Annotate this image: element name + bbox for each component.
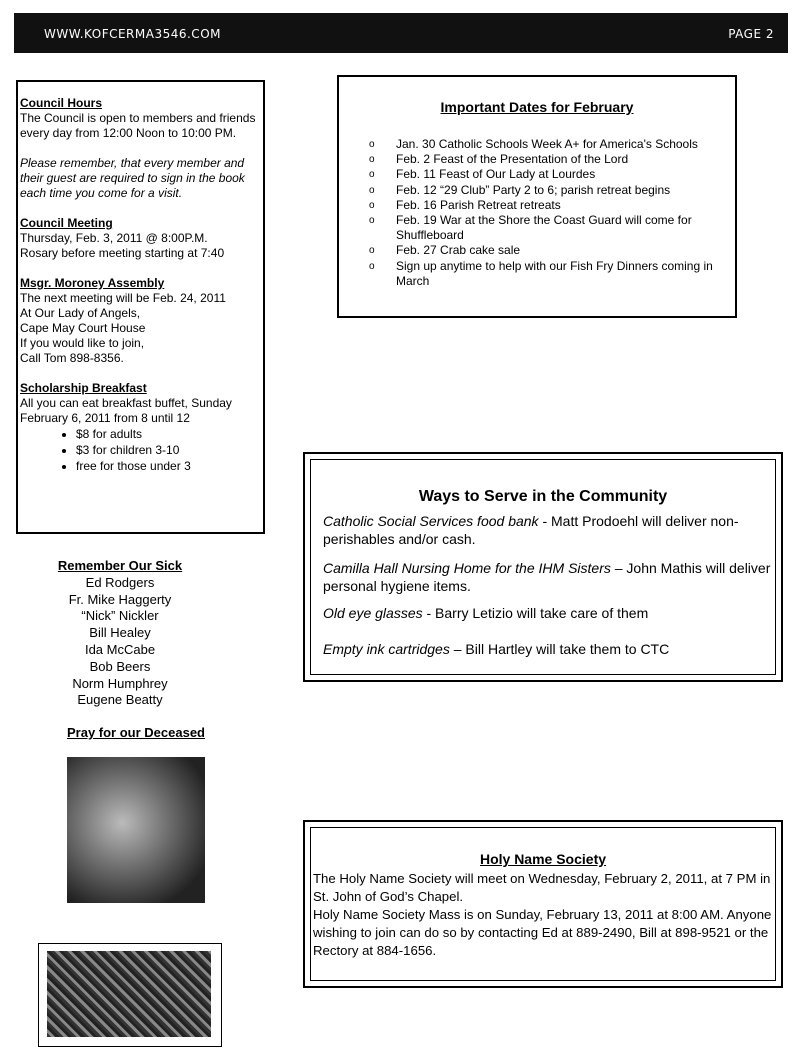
price-item: • $3 for children 3-10	[76, 442, 264, 458]
serve-item: Empty ink cartridges – Bill Hartley will take them to CTC	[323, 641, 670, 657]
remember-our-sick	[16, 558, 224, 709]
serve-item: Camilla Hall Nursing Home for the IHM Sisters – John Mathis will deliver personal hygiene items.	[323, 560, 771, 594]
date-item: o Feb. 12 “29 Club” Party 2 to 6; parish retreat begins	[369, 182, 671, 197]
serve-item: Old eye glasses - Barry Letizio will take care of them	[323, 605, 649, 621]
meeting-line: Rosary before meeting starting at 7:40	[20, 246, 225, 260]
date-item: o Feb. 16 Parish Retreat retreats	[369, 197, 561, 212]
breakfast-title: Scholarship Breakfast	[20, 381, 147, 395]
date-item: o Feb. 11 Feast of Our Lady at Lourdes	[369, 167, 596, 182]
holy-paragraph: The Holy Name Society will meet on Wednesday, February 2, 2011, at 7 PM in St. John of God’s Chapel.	[313, 871, 771, 904]
serve-item: Catholic Social Services food bank - Matt Prodoehl will deliver non-perishables and/or cash.	[323, 513, 739, 547]
clipping-image-content	[47, 951, 211, 1037]
date-item: o Feb. 2 Feast of the Presentation of the Lord	[369, 152, 629, 167]
sick-name: Bill Healey	[89, 625, 151, 641]
sick-name: Ida McCabe	[84, 641, 156, 657]
sick-name: Norm Humphrey	[72, 675, 168, 691]
council-hours-text: The Council is open to members and friends every day from 12:00 Noon to 10:00 PM.	[20, 111, 256, 140]
sick-name: Fr. Mike Haggerty	[68, 591, 172, 607]
assembly-line: Cape May Court House	[20, 321, 146, 335]
holy-name-society-box	[303, 820, 783, 988]
assembly-title: Msgr. Moroney Assembly	[20, 276, 165, 290]
council-meeting-title: Council Meeting	[20, 216, 113, 230]
breakfast-text: All you can eat breakfast buffet, Sunday February 6, 2011 from 8 until 12	[20, 396, 232, 425]
sick-title: Remember Our Sick	[57, 558, 183, 573]
clipping-image	[38, 943, 222, 1047]
memorial-photo	[67, 757, 205, 903]
bullet-icon: o	[369, 215, 375, 227]
assembly-line: At Our Lady of Angels,	[20, 306, 141, 320]
price-list	[20, 426, 264, 474]
holy-paragraph: Holy Name Society Mass is on Sunday, February 13, 2011 at 8:00 AM. Anyone wishing to join can do so by contacting Ed at 889-2490, Bill at 898-9521 or the Rectory at 884-1656.	[313, 907, 772, 958]
council-hours-title: Council Hours	[20, 96, 103, 110]
dates-list	[361, 137, 739, 289]
price-item: • free for those under 3	[76, 458, 264, 474]
assembly-line: If you would like to join,	[20, 336, 145, 350]
bullet-icon: o	[369, 139, 375, 150]
date-item: o Feb. 27 Crab cake sale	[369, 243, 521, 258]
page-number: PAGE 2	[728, 27, 774, 41]
website-url[interactable]: WWW.KOFCERMA3546.COM	[44, 27, 221, 41]
important-dates-box	[337, 75, 737, 318]
date-item: o Jan. 30 Catholic Schools Week A+ for America's Schools	[369, 137, 698, 151]
ways-to-serve-box	[303, 452, 783, 682]
bullet-icon: o	[369, 154, 375, 166]
date-item: o Sign up anytime to help with our Fish Fry Dinners coming in March	[369, 258, 713, 288]
bullet-icon: o	[369, 169, 375, 181]
price-item: • $8 for adults	[76, 426, 264, 442]
bullet-icon: o	[369, 260, 375, 272]
holy-title: Holy Name Society	[479, 851, 607, 867]
assembly-line: The next meeting will be Feb. 24, 2011	[20, 291, 226, 305]
sick-name: Bob Beers	[89, 658, 151, 674]
bullet-icon: o	[369, 199, 375, 211]
sick-name: Ed Rodgers	[85, 574, 155, 590]
date-item: o Feb. 19 War at the Shore the Coast Guard will come for Shuffleboard	[369, 213, 692, 243]
dates-title: Important Dates for February	[440, 99, 634, 115]
meeting-line: Thursday, Feb. 3, 2011 @ 8:00P.M.	[20, 231, 208, 245]
pray-title: Pray for our Deceased	[66, 725, 205, 740]
sign-in-reminder: Please remember, that every member and their guest are required to sign in the book each time you come for a visit.	[20, 156, 245, 200]
bullet-icon: o	[369, 184, 375, 196]
sick-name: “Nick” Nickler	[81, 608, 159, 624]
bullet-icon: o	[369, 245, 375, 257]
assembly-line: Call Tom 898-8356.	[20, 351, 124, 365]
sick-name: Eugene Beatty	[77, 692, 163, 708]
serve-title: Ways to Serve in the Community	[418, 488, 668, 505]
page-header	[14, 13, 788, 53]
council-info-box	[16, 80, 265, 534]
